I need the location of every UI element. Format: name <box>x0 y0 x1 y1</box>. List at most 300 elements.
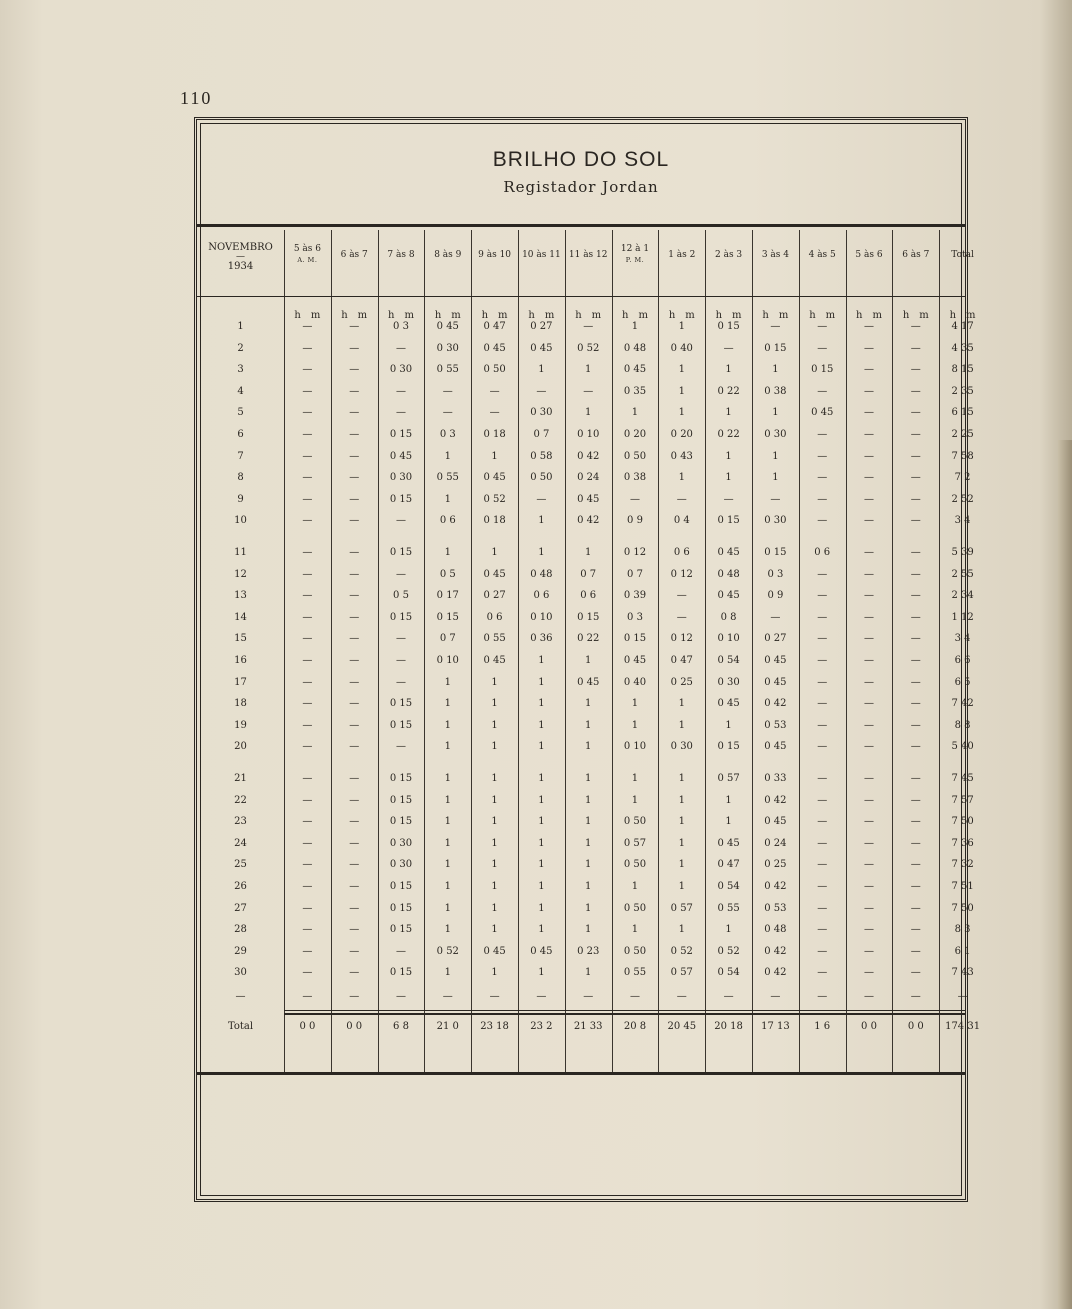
duration-cell: 0 52 <box>717 945 740 957</box>
unit-label: h m <box>528 310 555 321</box>
duration-cell: 0 7 <box>580 568 597 580</box>
duration-cell: 0 42 <box>764 698 787 710</box>
duration-cell: 0 30 <box>389 472 413 484</box>
duration-cell: 7 43 <box>951 967 974 979</box>
duration-cell: 0 54 <box>717 967 740 979</box>
duration-cell: — <box>910 881 921 892</box>
duration-cell: 1 <box>585 698 592 710</box>
duration-cell: — <box>302 321 313 332</box>
duration-cell: — <box>817 429 828 440</box>
duration-cell: — <box>676 991 687 1002</box>
duration-cell: 0 15 <box>389 881 413 892</box>
duration-cell: 1 <box>491 450 498 462</box>
table-row <box>197 450 974 472</box>
duration-cell: — <box>817 859 828 871</box>
total-cell: 0 0 <box>346 1021 363 1032</box>
duration-cell: 0 50 <box>623 816 647 828</box>
duration-cell: 0 30 <box>436 342 459 354</box>
table-row <box>197 990 968 1012</box>
duration-cell: 0 48 <box>717 568 740 580</box>
duration-cell: — <box>302 515 313 527</box>
column-header <box>846 250 893 261</box>
duration-cell: — <box>910 859 921 871</box>
day-number: 27 <box>234 902 247 914</box>
duration-cell: 0 45 <box>483 945 506 957</box>
duration-cell: 0 4 <box>673 515 690 527</box>
duration-cell: 1 <box>631 881 639 892</box>
duration-cell: 0 45 <box>530 342 553 354</box>
duration-cell: 1 <box>491 924 498 936</box>
table-row <box>197 945 971 967</box>
duration-cell: — <box>395 342 406 354</box>
duration-cell: 1 <box>444 859 451 871</box>
duration-cell: 1 <box>538 902 545 914</box>
unit-label: h m <box>622 310 648 321</box>
duration-cell: 0 12 <box>623 547 647 558</box>
duration-cell: 0 45 <box>483 472 506 484</box>
duration-cell: 0 47 <box>483 321 506 332</box>
column-header <box>331 250 378 261</box>
duration-cell: — <box>302 342 313 354</box>
duration-cell: 1 <box>444 719 451 731</box>
duration-cell: 1 <box>444 881 451 892</box>
table-row <box>197 654 971 676</box>
duration-cell: — <box>863 991 874 1002</box>
unit-label: h m <box>715 310 742 321</box>
duration-cell: 1 <box>444 837 451 849</box>
duration-cell: 1 <box>725 364 732 376</box>
duration-cell: — <box>863 590 874 602</box>
duration-cell: — <box>863 773 874 784</box>
duration-cell: 1 <box>725 472 732 484</box>
column-header-label: 8 às 9 <box>434 250 462 260</box>
duration-cell: — <box>863 568 874 580</box>
duration-cell: 1 <box>444 773 451 784</box>
duration-cell: — <box>863 472 874 484</box>
duration-cell: — <box>863 741 874 753</box>
duration-cell: 0 30 <box>670 741 693 753</box>
day-number: 3 <box>237 364 244 376</box>
day-number: 7 <box>237 450 244 462</box>
duration-cell: 1 <box>725 719 732 731</box>
duration-cell: 4 35 <box>951 342 974 354</box>
duration-cell: — <box>489 991 500 1002</box>
total-cell: 0 0 <box>299 1021 316 1032</box>
duration-cell: — <box>817 816 828 828</box>
duration-cell: 0 15 <box>764 547 787 558</box>
day-number: 6 <box>237 429 244 440</box>
duration-cell: 1 <box>538 881 545 892</box>
duration-cell: 1 <box>678 407 685 419</box>
duration-cell: 6 6 <box>954 655 971 666</box>
duration-cell: 1 <box>678 385 685 397</box>
duration-cell: — <box>395 655 406 666</box>
duration-cell: 0 42 <box>577 515 600 527</box>
duration-cell: — <box>302 590 313 602</box>
duration-cell: — <box>770 493 781 505</box>
duration-cell: — <box>817 590 828 602</box>
day-number: 13 <box>234 590 247 602</box>
duration-cell: 1 <box>538 676 545 688</box>
duration-cell: 0 9 <box>627 515 643 527</box>
duration-cell: 1 <box>538 816 545 828</box>
duration-cell: — <box>349 321 360 332</box>
duration-cell: 1 12 <box>951 611 974 623</box>
duration-cell: 0 15 <box>389 902 413 914</box>
duration-cell: 1 <box>491 698 498 710</box>
total-cell: 20 8 <box>623 1021 647 1032</box>
duration-cell: 1 <box>444 816 451 828</box>
duration-cell: 1 <box>538 698 545 710</box>
duration-cell: — <box>349 611 360 623</box>
duration-cell: 0 20 <box>623 429 647 440</box>
duration-cell: 1 <box>491 741 498 753</box>
table-row <box>197 966 974 988</box>
duration-cell: 0 54 <box>717 881 740 892</box>
duration-cell: 0 5 <box>393 590 409 602</box>
duration-cell: 6 15 <box>951 407 974 419</box>
duration-cell: 0 52 <box>670 945 693 957</box>
duration-cell: — <box>349 945 360 957</box>
duration-cell: — <box>817 902 828 914</box>
duration-cell: 5 39 <box>951 547 974 558</box>
duration-cell: 1 <box>444 741 451 753</box>
table-row <box>197 676 971 698</box>
column-header-label: 9 às 10 <box>478 250 512 260</box>
column-header <box>284 244 331 266</box>
duration-cell: — <box>442 991 453 1002</box>
duration-cell: — <box>349 991 360 1002</box>
duration-cell: — <box>302 816 313 828</box>
duration-cell: 0 27 <box>764 633 787 645</box>
day-number: 23 <box>234 816 247 828</box>
duration-cell: — <box>302 655 313 666</box>
duration-cell: — <box>817 676 828 688</box>
duration-cell: — <box>302 881 313 892</box>
table-row <box>197 697 974 719</box>
duration-cell: 7 51 <box>951 881 974 892</box>
sunshine-table <box>197 230 981 1072</box>
day-number: — <box>235 991 246 1002</box>
duration-cell: 0 3 <box>439 429 456 440</box>
duration-cell: 1 <box>585 837 592 849</box>
duration-cell: — <box>302 967 313 979</box>
duration-cell: 0 53 <box>764 719 787 731</box>
title-block <box>197 148 965 196</box>
duration-cell: — <box>817 741 828 753</box>
total-cell: 23 2 <box>530 1021 553 1032</box>
table-row <box>197 546 974 568</box>
duration-cell: — <box>863 816 874 828</box>
duration-cell: — <box>863 429 874 440</box>
duration-cell: 0 42 <box>764 945 787 957</box>
duration-cell: 0 27 <box>483 590 506 602</box>
duration-cell: 1 <box>631 773 639 784</box>
duration-cell: — <box>536 385 547 397</box>
total-cell: 0 0 <box>907 1021 924 1032</box>
duration-cell: — <box>302 568 313 580</box>
duration-cell: — <box>395 741 406 753</box>
duration-cell: — <box>302 472 313 484</box>
duration-cell: — <box>302 493 313 505</box>
duration-cell: 0 9 <box>767 590 784 602</box>
column-header-label: 5 às 6 <box>293 244 321 254</box>
duration-cell: — <box>910 967 921 979</box>
duration-cell: — <box>349 429 360 440</box>
duration-cell: 1 <box>585 407 592 419</box>
duration-cell: — <box>770 611 781 623</box>
duration-cell: — <box>817 967 828 979</box>
duration-cell: 0 30 <box>764 429 787 440</box>
duration-cell: — <box>349 515 360 527</box>
duration-cell: 0 45 <box>577 676 600 688</box>
duration-cell: 0 24 <box>577 472 600 484</box>
day-number: 30 <box>234 967 247 979</box>
year-label: 1934 <box>227 261 254 272</box>
duration-cell: 2 55 <box>951 568 974 580</box>
duration-cell: 1 <box>444 698 451 710</box>
duration-cell: 1 <box>491 881 498 892</box>
duration-cell: — <box>863 794 874 806</box>
duration-cell: 0 12 <box>670 633 693 645</box>
duration-cell: 2 34 <box>951 590 974 602</box>
duration-cell: — <box>349 590 360 602</box>
day-number: 19 <box>234 719 247 731</box>
duration-cell: — <box>910 924 921 936</box>
duration-cell: 0 6 <box>580 590 597 602</box>
duration-cell: 0 55 <box>623 967 647 979</box>
column-header <box>378 250 425 261</box>
duration-cell: 1 <box>678 719 685 731</box>
day-number: 18 <box>234 698 247 710</box>
title-divider <box>197 224 965 227</box>
duration-cell: 1 <box>538 773 545 784</box>
duration-cell: 1 <box>678 321 685 332</box>
duration-cell: 1 <box>772 472 779 484</box>
duration-cell: 0 15 <box>389 429 413 440</box>
duration-cell: 1 <box>725 924 732 936</box>
duration-cell: 0 15 <box>389 794 413 806</box>
duration-cell: — <box>302 364 313 376</box>
duration-cell: 0 50 <box>623 902 647 914</box>
duration-cell: 0 10 <box>577 429 600 440</box>
column-header <box>658 250 705 261</box>
duration-cell: 0 48 <box>764 924 787 936</box>
duration-cell: 0 15 <box>389 967 413 979</box>
duration-cell: 1 <box>585 773 592 784</box>
column-header <box>518 250 565 261</box>
duration-cell: — <box>302 547 313 558</box>
duration-cell: 0 55 <box>717 902 740 914</box>
duration-cell: 0 30 <box>389 859 413 871</box>
duration-cell: 0 15 <box>811 364 834 376</box>
duration-cell: 0 57 <box>670 902 693 914</box>
column-header <box>892 250 939 261</box>
duration-cell: 0 15 <box>389 719 413 731</box>
duration-cell: 0 48 <box>530 568 553 580</box>
duration-cell: 0 25 <box>670 676 693 688</box>
month-header <box>197 242 284 272</box>
duration-cell: — <box>349 741 360 753</box>
duration-cell: 1 <box>631 794 639 806</box>
duration-cell: 4 17 <box>951 321 974 332</box>
duration-cell: 0 54 <box>717 655 740 666</box>
column-header-label: 12 à 1 <box>620 244 650 254</box>
duration-cell: 0 52 <box>483 493 506 505</box>
unit-label: h m <box>294 310 321 321</box>
duration-cell: — <box>442 407 453 419</box>
duration-cell: 1 <box>538 364 545 376</box>
duration-cell: 0 42 <box>764 881 787 892</box>
duration-cell: 0 43 <box>670 450 693 462</box>
header-divider <box>197 296 965 297</box>
day-number: 20 <box>234 741 247 753</box>
duration-cell: — <box>910 611 921 623</box>
duration-cell: — <box>770 321 781 332</box>
day-number: 8 <box>237 472 244 484</box>
duration-cell: — <box>302 741 313 753</box>
duration-cell: 1 <box>585 741 592 753</box>
duration-cell: 1 <box>538 837 545 849</box>
duration-cell: 1 <box>491 719 498 731</box>
duration-cell: 1 <box>678 837 685 849</box>
duration-cell: 0 47 <box>717 859 740 871</box>
day-number: 24 <box>234 837 247 849</box>
duration-cell: 2 52 <box>951 493 974 505</box>
duration-cell: 1 <box>538 655 545 666</box>
column-header <box>565 250 612 261</box>
duration-cell: — <box>863 719 874 731</box>
duration-cell: 1 <box>772 364 779 376</box>
duration-cell: 1 <box>444 902 451 914</box>
duration-cell: — <box>583 321 594 332</box>
duration-cell: 0 15 <box>389 773 413 784</box>
duration-cell: — <box>302 902 313 914</box>
duration-cell: 0 30 <box>389 364 413 376</box>
duration-cell: — <box>863 881 874 892</box>
duration-cell: — <box>817 719 828 731</box>
duration-cell: — <box>863 547 874 558</box>
column-header-label: 6 às 7 <box>902 250 930 260</box>
duration-cell: 1 <box>538 741 545 753</box>
duration-cell: 0 15 <box>717 741 740 753</box>
duration-cell: — <box>349 342 360 354</box>
duration-cell: — <box>723 342 734 354</box>
duration-cell: 0 45 <box>483 655 506 666</box>
duration-cell: 0 22 <box>717 385 740 397</box>
duration-cell: 0 58 <box>530 450 553 462</box>
table-row <box>197 772 974 794</box>
duration-cell: — <box>863 321 874 332</box>
column-header <box>799 250 846 261</box>
duration-cell: — <box>395 568 406 580</box>
duration-cell: — <box>442 385 453 397</box>
unit-label: h m <box>949 310 976 321</box>
duration-cell: — <box>583 991 594 1002</box>
duration-cell: — <box>302 837 313 849</box>
duration-cell: 0 23 <box>577 945 600 957</box>
duration-cell: — <box>583 385 594 397</box>
day-number: 5 <box>237 407 244 419</box>
duration-cell: 1 <box>585 719 592 731</box>
duration-cell: 1 <box>631 407 639 419</box>
duration-cell: 2 35 <box>951 385 974 397</box>
duration-cell: 0 7 <box>439 633 456 645</box>
duration-cell: — <box>817 881 828 892</box>
duration-cell: 0 7 <box>533 429 550 440</box>
day-number: 22 <box>234 794 247 806</box>
duration-cell: 1 <box>491 676 498 688</box>
unit-label: h m <box>668 310 695 321</box>
duration-cell: 1 <box>444 967 451 979</box>
table-row <box>197 342 974 364</box>
duration-cell: 0 15 <box>389 816 413 828</box>
table-row <box>197 858 974 880</box>
duration-cell: 0 45 <box>530 945 553 957</box>
total-cell: 1 6 <box>814 1021 831 1032</box>
duration-cell: — <box>910 945 921 957</box>
column-header-label: 1 às 2 <box>668 250 696 260</box>
table-row <box>197 632 971 654</box>
duration-cell: 1 <box>491 547 498 558</box>
day-number: 1 <box>237 321 244 332</box>
duration-cell: — <box>302 794 313 806</box>
duration-cell: — <box>910 407 921 419</box>
duration-cell: 1 <box>491 794 498 806</box>
total-cell: 21 0 <box>436 1021 459 1032</box>
duration-cell: — <box>302 676 313 688</box>
empty-footer-area <box>197 1069 965 1199</box>
duration-cell: 0 45 <box>764 741 787 753</box>
day-number: 12 <box>234 568 247 580</box>
column-header-label: 11 às 12 <box>568 250 608 260</box>
duration-cell: 0 15 <box>623 633 647 645</box>
duration-cell: 0 45 <box>389 450 413 462</box>
total-cell: 174 31 <box>945 1021 981 1032</box>
duration-cell: — <box>910 472 921 484</box>
total-label: Total <box>227 1021 254 1032</box>
duration-cell: — <box>817 837 828 849</box>
total-cell: 20 45 <box>667 1021 697 1032</box>
duration-cell: 1 <box>538 859 545 871</box>
duration-cell: 0 33 <box>764 773 787 784</box>
column-header-label: 10 às 11 <box>522 250 561 260</box>
duration-cell: 7 50 <box>951 902 974 914</box>
duration-cell: 6 1 <box>954 945 971 957</box>
duration-cell: 0 45 <box>717 837 740 849</box>
duration-cell: — <box>863 837 874 849</box>
table-row <box>197 493 974 515</box>
duration-cell: — <box>863 967 874 979</box>
day-number: 16 <box>234 655 247 666</box>
duration-cell: 1 <box>585 859 592 871</box>
duration-cell: 0 6 <box>673 547 690 558</box>
duration-cell: — <box>910 837 921 849</box>
duration-cell: — <box>629 493 640 505</box>
duration-cell: — <box>676 590 687 602</box>
duration-cell: 0 30 <box>764 515 787 527</box>
duration-cell: 0 39 <box>623 590 647 602</box>
total-divider <box>284 1010 965 1011</box>
duration-cell: — <box>349 719 360 731</box>
duration-cell: — <box>395 633 406 645</box>
duration-cell: 3 4 <box>954 633 971 645</box>
table-row <box>197 428 974 450</box>
duration-cell: 1 <box>491 837 498 849</box>
duration-cell: — <box>302 698 313 710</box>
duration-cell: 1 <box>538 967 545 979</box>
duration-cell: — <box>863 450 874 462</box>
